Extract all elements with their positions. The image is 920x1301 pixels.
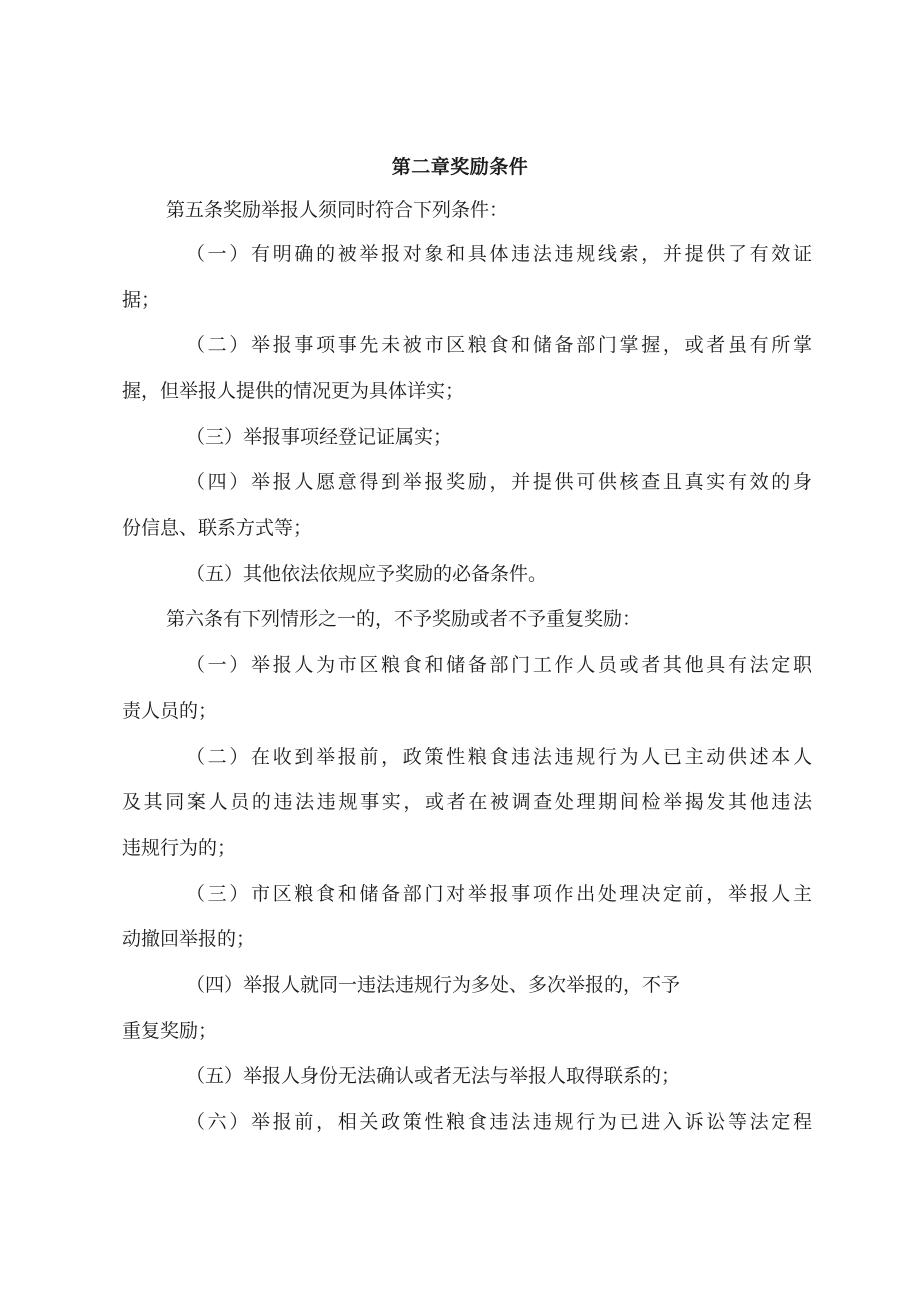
article-5-intro-line xyxy=(166,198,856,222)
article-6-item-3-line-2: 动撤回举报的； xyxy=(122,928,256,950)
article-6-item-3-line-1: （三）市区粮食和储备部门对举报事项作出处理决定前，举报人主 xyxy=(186,883,812,905)
article-6-intro: 有下列情形之一的，不予奖励或者不予重复奖励： xyxy=(223,608,642,630)
article-6-item-5: （五）举报人身份无法确认或者无法与举报人取得联系的； xyxy=(186,1065,681,1087)
article-5-item-2-line-2: 握，但举报人提供的情况更为具体详实； xyxy=(122,380,465,402)
chapter-title: 第二章奖励条件 xyxy=(391,156,529,178)
article-5-item-5: （五）其他依法依规应予奖励的必备条件。 xyxy=(186,563,548,585)
article-5-label: 第五条 xyxy=(166,199,224,221)
article-6-label: 第六条 xyxy=(166,608,224,630)
article-6-item-2-line-2: 及其同案人员的违法违规事实，或者在被调查处理期间检举揭发其他违法 xyxy=(122,791,812,813)
article-5-item-4-line-2: 份信息、联系方式等； xyxy=(122,517,313,539)
article-6-intro-line xyxy=(166,607,856,631)
article-5-intro: 奖励举报人须同时符合下列条件： xyxy=(223,199,509,221)
article-5-item-4-line-1: （四）举报人愿意得到举报奖励，并提供可供核查且真实有效的身 xyxy=(186,471,812,493)
article-6-item-4-line-2: 重复奖励； xyxy=(122,1020,218,1042)
article-5-item-2-line-1: （二）举报事项事先未被市区粮食和储备部门掌握，或者虽有所掌 xyxy=(186,334,812,356)
article-5-item-1-line-2: 据； xyxy=(122,289,161,311)
article-5-item-3: （三）举报事项经登记证属实； xyxy=(186,426,453,448)
article-6-item-1-line-2: 责人员的； xyxy=(122,700,218,722)
article-6-item-4-line-1: （四）举报人就同一违法违规行为多处、多次举报的，不予 xyxy=(186,974,681,996)
article-5-item-1-line-1: （一）有明确的被举报对象和具体违法违规线索，并提供了有效证 xyxy=(186,243,812,265)
article-6-item-2-line-1: （二）在收到举报前，政策性粮食违法违规行为人已主动供述本人 xyxy=(186,746,812,768)
article-6-item-1-line-1: （一）举报人为市区粮食和储备部门工作人员或者其他具有法定职 xyxy=(186,654,812,676)
article-6-item-6-line-1: （六）举报前，相关政策性粮食违法违规行为已进入诉讼等法定程 xyxy=(186,1111,812,1133)
article-6-item-2-line-3: 违规行为的； xyxy=(122,837,237,859)
